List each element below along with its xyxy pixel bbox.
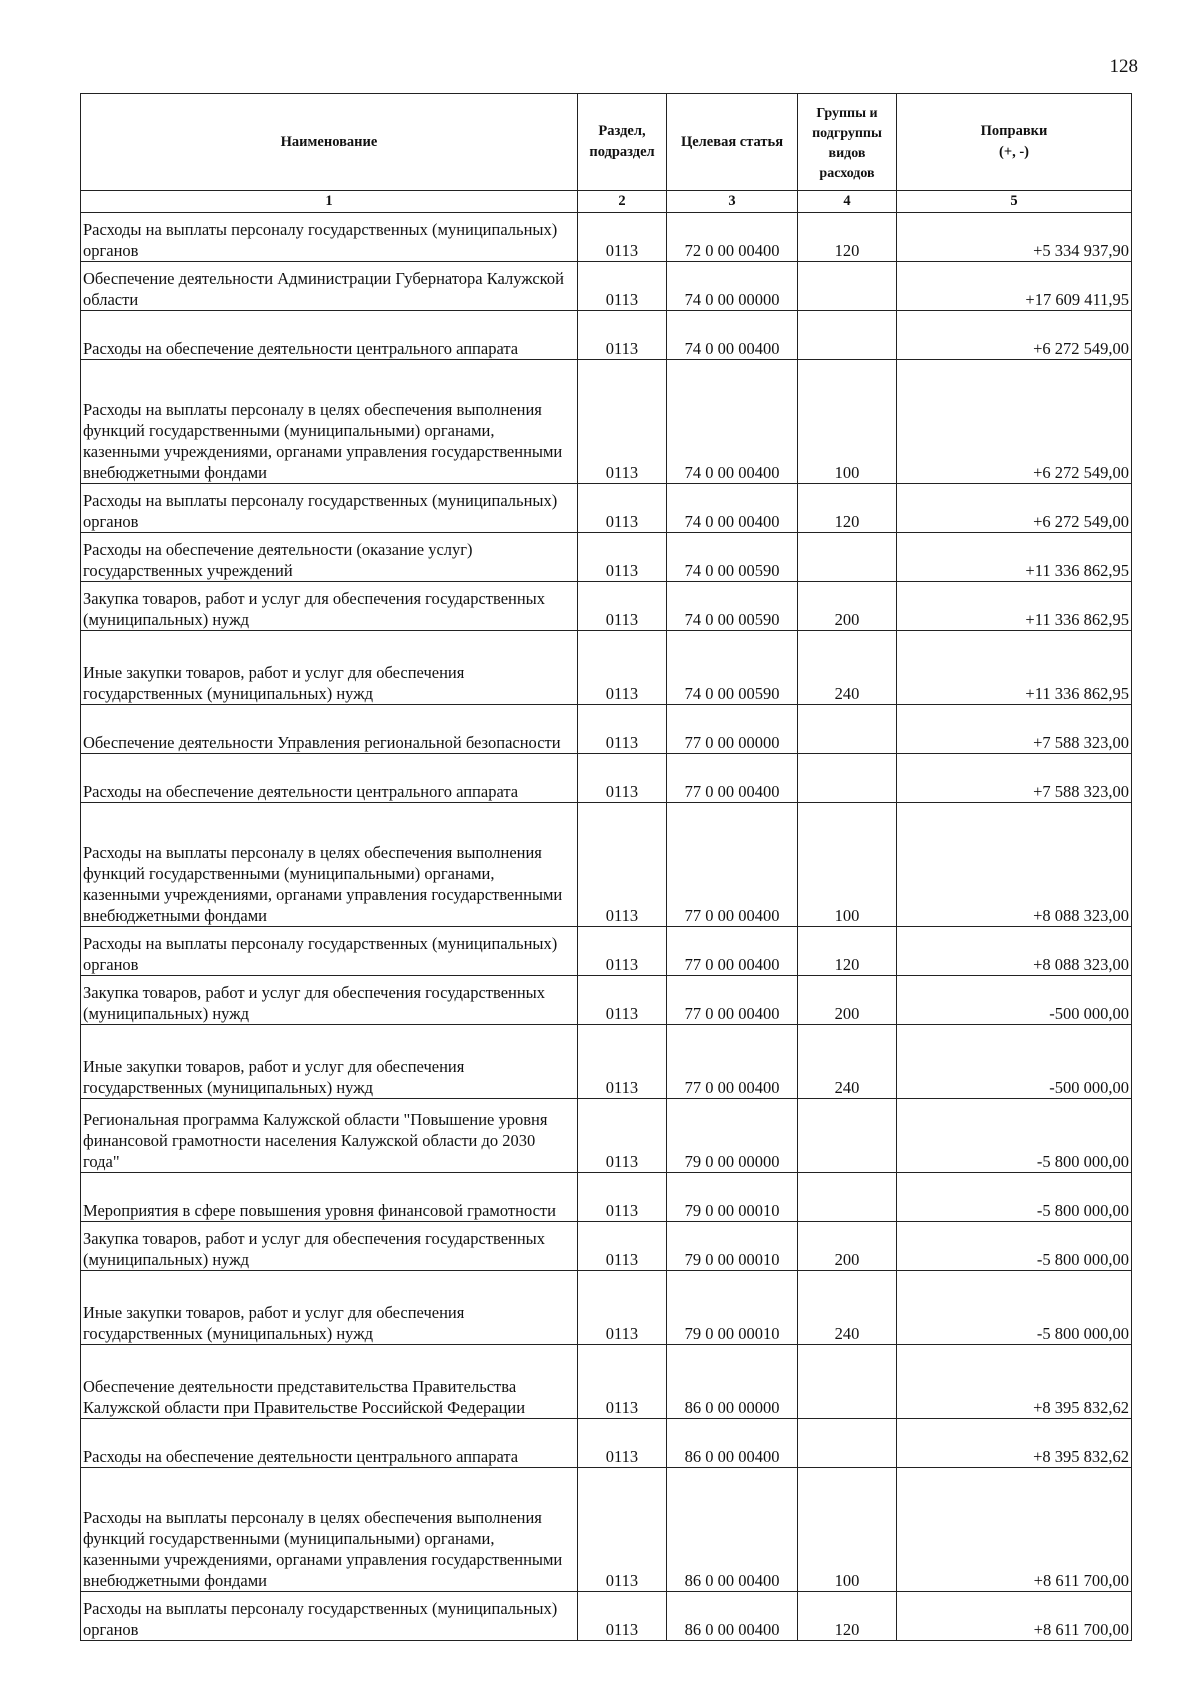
row-name: Расходы на выплаты персоналу государственных (муниципальных) органов [81, 1592, 578, 1641]
table-row [81, 1345, 1132, 1419]
row-section: 0113 [578, 754, 667, 803]
row-amendment: -500 000,00 [897, 976, 1132, 1025]
row-expense-kind [798, 1345, 897, 1419]
row-target-article: 74 0 00 00590 [667, 631, 798, 705]
header-target: Целевая статья [667, 94, 798, 191]
row-section: 0113 [578, 213, 667, 262]
row-target-article: 72 0 00 00400 [667, 213, 798, 262]
row-target-article: 74 0 00 00590 [667, 533, 798, 582]
table-row [81, 360, 1132, 484]
row-amendment: +8 088 323,00 [897, 927, 1132, 976]
table-row [81, 1099, 1132, 1173]
header-amendments-title: Поправки [980, 123, 1048, 139]
row-amendment: +8 611 700,00 [897, 1468, 1132, 1592]
row-section: 0113 [578, 803, 667, 927]
table-row [81, 976, 1132, 1025]
table-row [81, 927, 1132, 976]
row-section: 0113 [578, 582, 667, 631]
row-name: Расходы на обеспечение деятельности (оказание услуг) государственных учреждений [81, 533, 578, 582]
row-target-article: 77 0 00 00400 [667, 976, 798, 1025]
row-amendment: -5 800 000,00 [897, 1173, 1132, 1222]
table-row [81, 262, 1132, 311]
row-name: Обеспечение деятельности Управления региональной безопасности [81, 705, 578, 754]
row-expense-kind: 120 [798, 484, 897, 533]
column-number: 2 [578, 191, 667, 213]
header-amendments-sign: (+, -) [999, 144, 1029, 160]
row-expense-kind: 240 [798, 1025, 897, 1099]
row-section: 0113 [578, 1173, 667, 1222]
row-expense-kind [798, 1099, 897, 1173]
table-row [81, 533, 1132, 582]
row-amendment: +17 609 411,95 [897, 262, 1132, 311]
row-section: 0113 [578, 1271, 667, 1345]
row-amendment: -5 800 000,00 [897, 1271, 1132, 1345]
row-amendment: -5 800 000,00 [897, 1099, 1132, 1173]
row-section: 0113 [578, 1592, 667, 1641]
table-row [81, 1592, 1132, 1641]
column-number: 1 [81, 191, 578, 213]
row-name: Расходы на выплаты персоналу государственных (муниципальных) органов [81, 484, 578, 533]
row-section: 0113 [578, 484, 667, 533]
row-target-article: 74 0 00 00400 [667, 484, 798, 533]
row-target-article: 86 0 00 00400 [667, 1468, 798, 1592]
row-target-article: 86 0 00 00400 [667, 1419, 798, 1468]
row-target-article: 77 0 00 00400 [667, 754, 798, 803]
row-target-article: 79 0 00 00010 [667, 1222, 798, 1271]
row-amendment: -5 800 000,00 [897, 1222, 1132, 1271]
row-amendment: -500 000,00 [897, 1025, 1132, 1099]
row-target-article: 86 0 00 00000 [667, 1345, 798, 1419]
row-amendment: +6 272 549,00 [897, 311, 1132, 360]
row-amendment: +7 588 323,00 [897, 705, 1132, 754]
table-row [81, 754, 1132, 803]
table-row [81, 582, 1132, 631]
row-section: 0113 [578, 927, 667, 976]
row-expense-kind: 200 [798, 1222, 897, 1271]
row-name: Иные закупки товаров, работ и услуг для обеспечения государственных (муниципальных) нужд [81, 631, 578, 705]
budget-table [80, 93, 1132, 1641]
row-amendment: +8 395 832,62 [897, 1419, 1132, 1468]
row-target-article: 79 0 00 00010 [667, 1271, 798, 1345]
row-expense-kind: 200 [798, 582, 897, 631]
row-section: 0113 [578, 1099, 667, 1173]
row-name: Закупка товаров, работ и услуг для обеспечения государственных (муниципальных) нужд [81, 582, 578, 631]
row-expense-kind [798, 1419, 897, 1468]
column-number: 5 [897, 191, 1132, 213]
row-target-article: 77 0 00 00400 [667, 803, 798, 927]
row-name: Региональная программа Калужской области "Повышение уровня финансовой грамотности населения Калужской области до 2030 года" [81, 1099, 578, 1173]
row-section: 0113 [578, 311, 667, 360]
row-section: 0113 [578, 705, 667, 754]
row-target-article: 86 0 00 00400 [667, 1592, 798, 1641]
row-expense-kind: 100 [798, 360, 897, 484]
row-expense-kind: 200 [798, 976, 897, 1025]
table-row [81, 1271, 1132, 1345]
table-row [81, 1468, 1132, 1592]
header-amendments [897, 94, 1132, 191]
header-row [81, 94, 1132, 191]
column-number: 4 [798, 191, 897, 213]
row-section: 0113 [578, 360, 667, 484]
row-expense-kind: 240 [798, 1271, 897, 1345]
column-number-row [81, 191, 1132, 213]
row-name: Иные закупки товаров, работ и услуг для обеспечения государственных (муниципальных) нужд [81, 1025, 578, 1099]
row-target-article: 77 0 00 00400 [667, 1025, 798, 1099]
row-section: 0113 [578, 262, 667, 311]
row-amendment: +11 336 862,95 [897, 631, 1132, 705]
header-groups: Группы и подгруппы видов расходов [798, 94, 897, 191]
row-amendment: +11 336 862,95 [897, 533, 1132, 582]
table-row [81, 213, 1132, 262]
header-name: Наименование [81, 94, 578, 191]
table-row [81, 803, 1132, 927]
row-name: Расходы на обеспечение деятельности центрального аппарата [81, 1419, 578, 1468]
row-target-article: 74 0 00 00000 [667, 262, 798, 311]
column-number: 3 [667, 191, 798, 213]
row-amendment: +5 334 937,90 [897, 213, 1132, 262]
page-number: 128 [1109, 56, 1138, 77]
table-row [81, 484, 1132, 533]
table-row [81, 631, 1132, 705]
row-name: Обеспечение деятельности Администрации Губернатора Калужской области [81, 262, 578, 311]
row-amendment: +11 336 862,95 [897, 582, 1132, 631]
row-expense-kind [798, 754, 897, 803]
row-expense-kind: 240 [798, 631, 897, 705]
table-row [81, 311, 1132, 360]
row-target-article: 74 0 00 00400 [667, 311, 798, 360]
row-name: Закупка товаров, работ и услуг для обеспечения государственных (муниципальных) нужд [81, 1222, 578, 1271]
row-name: Закупка товаров, работ и услуг для обеспечения государственных (муниципальных) нужд [81, 976, 578, 1025]
row-expense-kind: 100 [798, 803, 897, 927]
row-expense-kind [798, 311, 897, 360]
row-expense-kind [798, 1173, 897, 1222]
row-section: 0113 [578, 1419, 667, 1468]
table-row [81, 1025, 1132, 1099]
row-section: 0113 [578, 1345, 667, 1419]
table-row [81, 1419, 1132, 1468]
row-section: 0113 [578, 1025, 667, 1099]
row-amendment: +6 272 549,00 [897, 360, 1132, 484]
table-row [81, 1173, 1132, 1222]
row-expense-kind [798, 262, 897, 311]
row-target-article: 74 0 00 00590 [667, 582, 798, 631]
row-name: Расходы на выплаты персоналу в целях обеспечения выполнения функций государственными (муниципальными) органами, казенными учреждениями, органами управления государственными внебюджетными фондами [81, 803, 578, 927]
row-expense-kind: 120 [798, 213, 897, 262]
row-name: Расходы на выплаты персоналу в целях обеспечения выполнения функций государственными (муниципальными) органами, казенными учреждениями, органами управления государственными внебюджетными фондами [81, 1468, 578, 1592]
row-target-article: 77 0 00 00000 [667, 705, 798, 754]
row-expense-kind: 100 [798, 1468, 897, 1592]
row-name: Обеспечение деятельности представительства Правительства Калужской области при Правительстве Российской Федерации [81, 1345, 578, 1419]
table-row [81, 1222, 1132, 1271]
row-expense-kind [798, 705, 897, 754]
row-name: Иные закупки товаров, работ и услуг для обеспечения государственных (муниципальных) нужд [81, 1271, 578, 1345]
row-amendment: +8 088 323,00 [897, 803, 1132, 927]
row-section: 0113 [578, 976, 667, 1025]
row-amendment: +7 588 323,00 [897, 754, 1132, 803]
row-name: Расходы на обеспечение деятельности центрального аппарата [81, 311, 578, 360]
row-name: Расходы на выплаты персоналу в целях обеспечения выполнения функций государственными (муниципальными) органами, казенными учреждениями, органами управления государственными внебюджетными фондами [81, 360, 578, 484]
row-amendment: +6 272 549,00 [897, 484, 1132, 533]
row-expense-kind: 120 [798, 1592, 897, 1641]
row-name: Расходы на выплаты персоналу государственных (муниципальных) органов [81, 927, 578, 976]
table-row [81, 705, 1132, 754]
row-name: Мероприятия в сфере повышения уровня финансовой грамотности [81, 1173, 578, 1222]
row-section: 0113 [578, 533, 667, 582]
row-amendment: +8 395 832,62 [897, 1345, 1132, 1419]
table-body [81, 213, 1132, 1641]
row-target-article: 79 0 00 00000 [667, 1099, 798, 1173]
row-target-article: 77 0 00 00400 [667, 927, 798, 976]
row-name: Расходы на обеспечение деятельности центрального аппарата [81, 754, 578, 803]
row-target-article: 79 0 00 00010 [667, 1173, 798, 1222]
row-target-article: 74 0 00 00400 [667, 360, 798, 484]
row-section: 0113 [578, 631, 667, 705]
row-section: 0113 [578, 1468, 667, 1592]
row-amendment: +8 611 700,00 [897, 1592, 1132, 1641]
row-section: 0113 [578, 1222, 667, 1271]
header-section: Раздел, подраздел [578, 94, 667, 191]
row-name: Расходы на выплаты персоналу государственных (муниципальных) органов [81, 213, 578, 262]
row-expense-kind: 120 [798, 927, 897, 976]
row-expense-kind [798, 533, 897, 582]
